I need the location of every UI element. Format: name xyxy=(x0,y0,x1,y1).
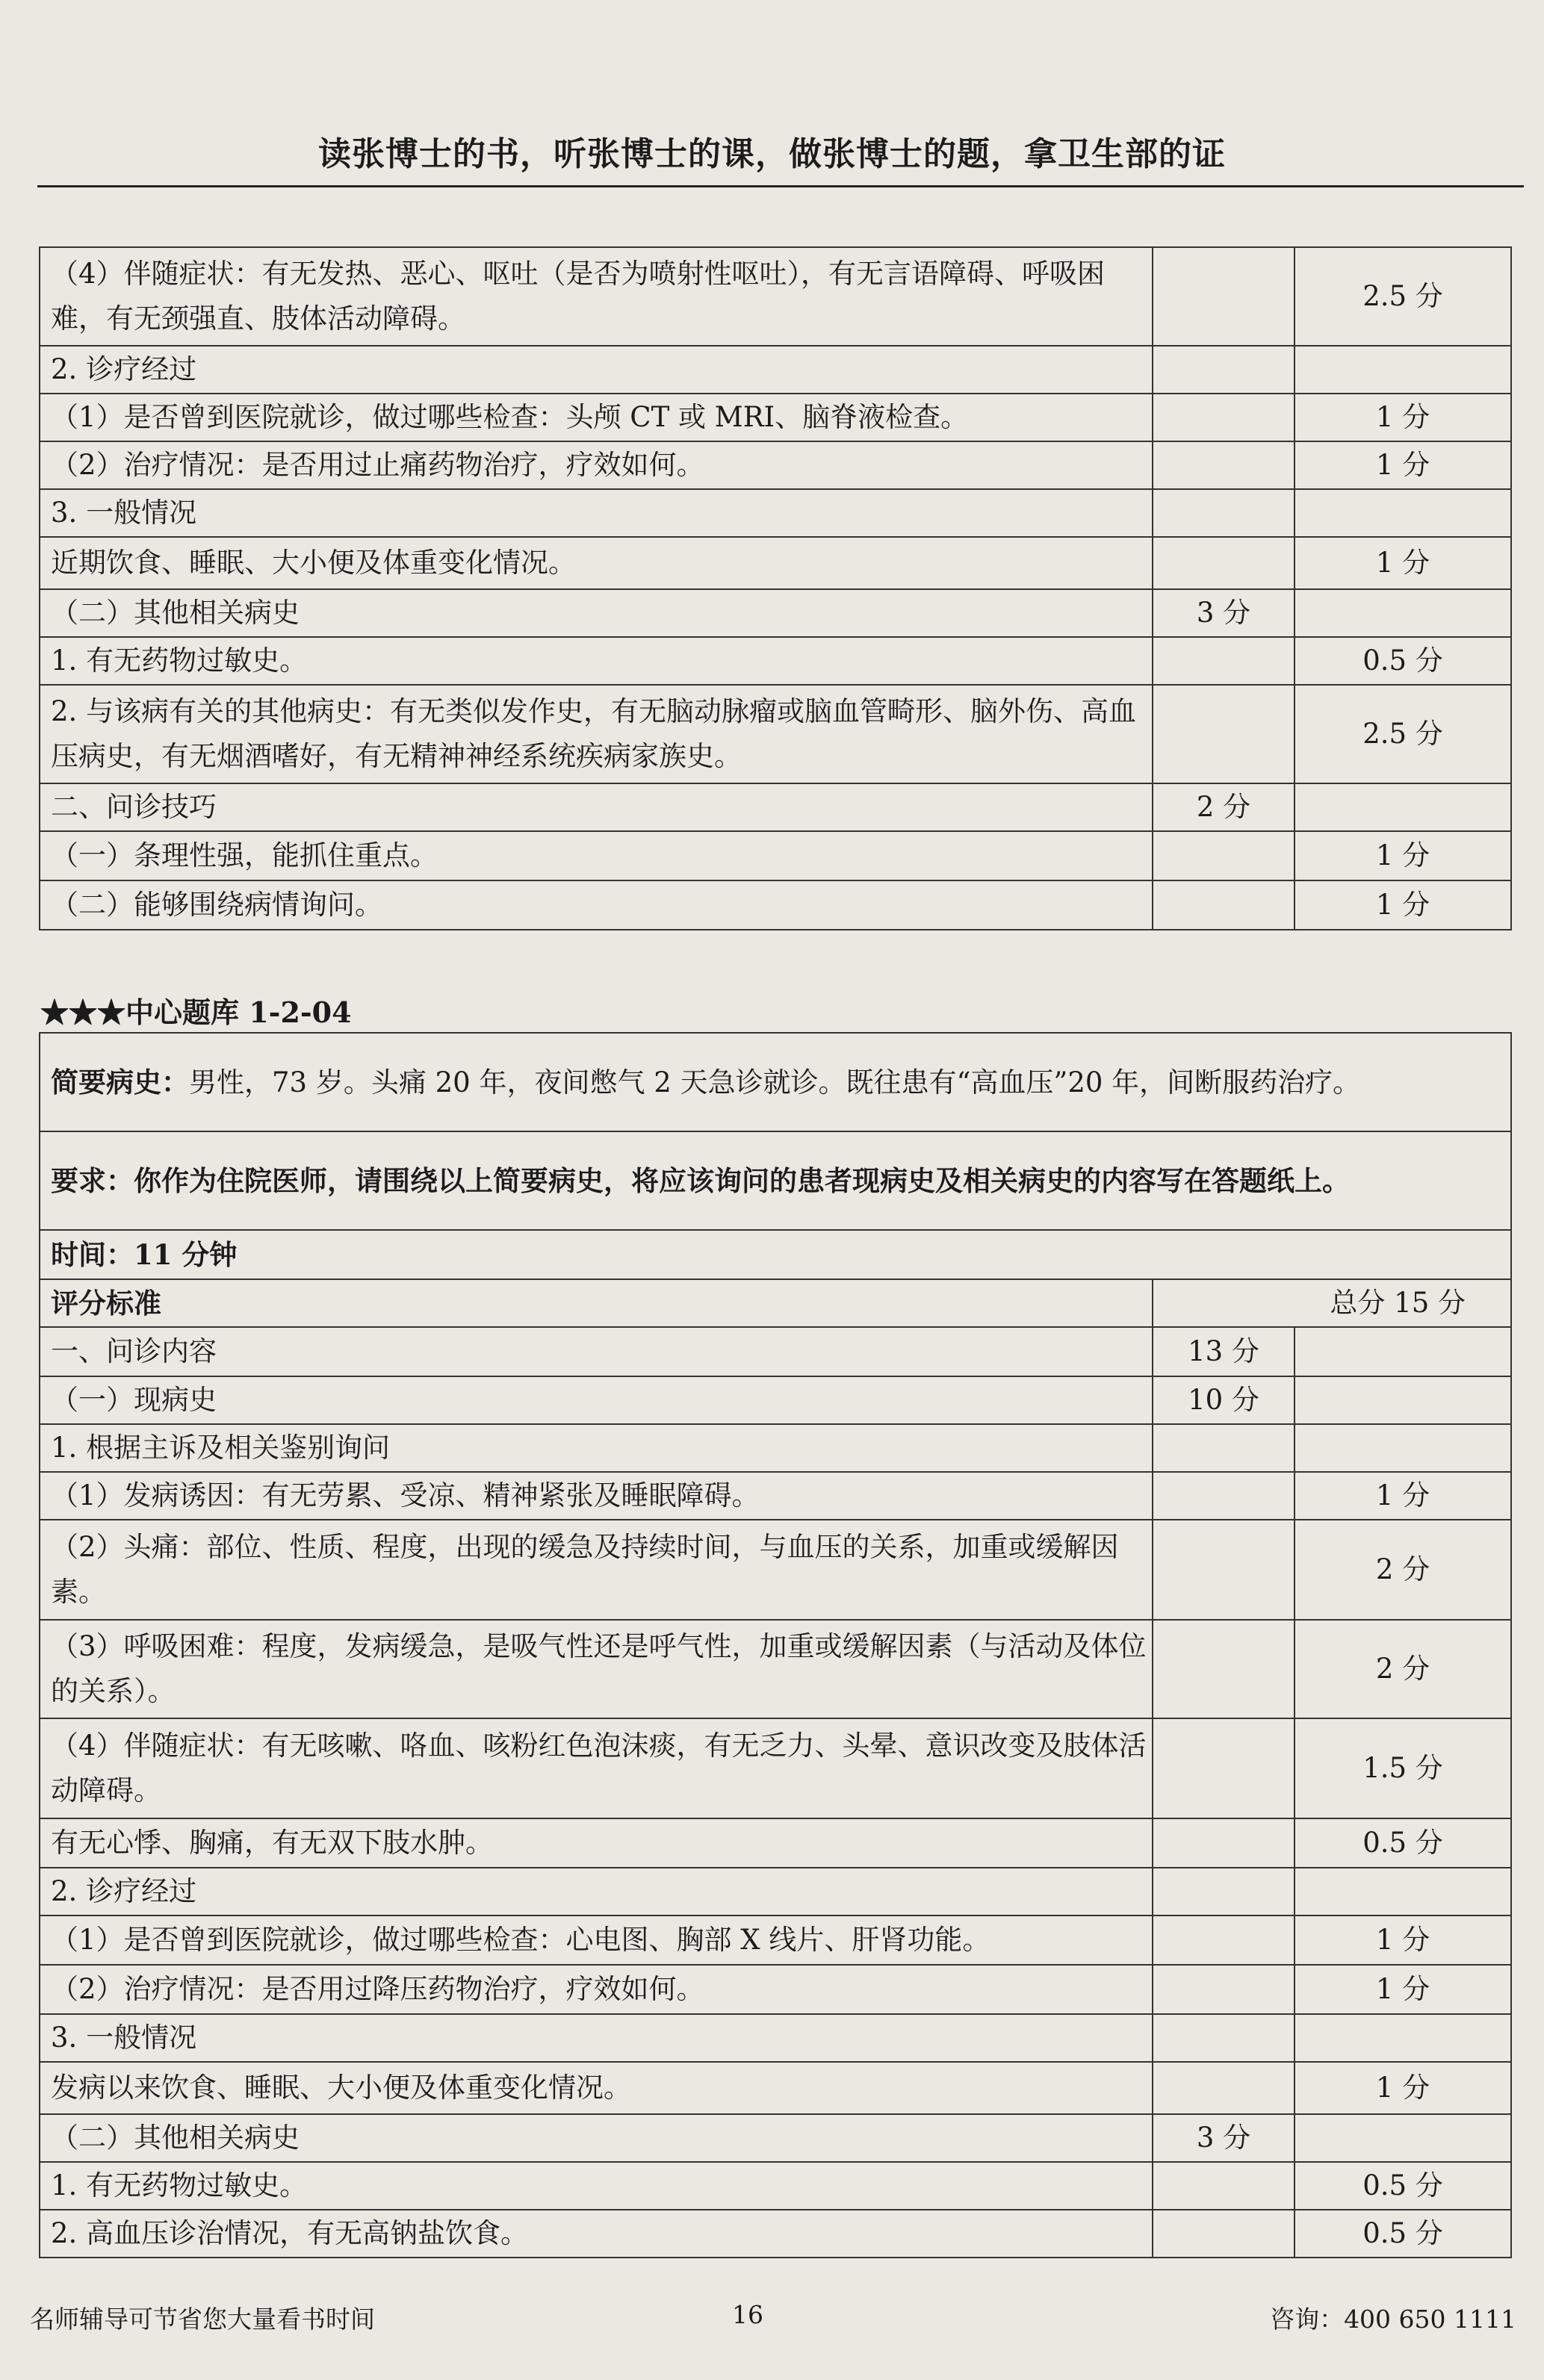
scoring-table-1-2-04 xyxy=(39,1032,1512,2258)
table-row xyxy=(40,1916,1511,1965)
table-row xyxy=(40,1472,1511,1520)
row-text: 2. 诊疗经过 xyxy=(40,346,1153,394)
row-text: （二）能够围绕病情询问。 xyxy=(40,880,1153,930)
row-subtotal: 3 分 xyxy=(1153,589,1295,637)
table-row xyxy=(40,537,1511,589)
row-score: 1 分 xyxy=(1295,2062,1511,2114)
table-row xyxy=(40,2162,1511,2210)
history-text: 男性，73 岁。头痛 20 年，夜间憋气 2 天急诊就诊。既往患有“高血压”20 年，间断服药治疗。 xyxy=(189,1066,1361,1099)
table-row xyxy=(40,1718,1511,1818)
row-text: 1. 有无药物过敏史。 xyxy=(40,2162,1153,2210)
table-row xyxy=(40,2114,1511,2162)
table-row xyxy=(40,685,1511,783)
table-row xyxy=(40,589,1511,637)
row-score: 2.5 分 xyxy=(1295,685,1511,783)
time-row xyxy=(40,1230,1511,1279)
star-rating: ★★★ xyxy=(40,995,126,1029)
row-text: 二、问诊技巧 xyxy=(40,783,1153,831)
row-text: （4）伴随症状：有无发热、恶心、呕吐（是否为喷射性呕吐），有无言语障碍、呼吸困难，有无颈强直、肢体活动障碍。 xyxy=(40,247,1153,346)
row-score: 1 分 xyxy=(1295,831,1511,880)
row-subtotal: 10 分 xyxy=(1153,1376,1295,1424)
row-score: 1 分 xyxy=(1295,1965,1511,2014)
requirement-row xyxy=(40,1131,1511,1230)
row-subtotal: 13 分 xyxy=(1153,1327,1295,1376)
history-label: 简要病史： xyxy=(51,1065,189,1099)
table-row xyxy=(40,880,1511,930)
row-score: 1 分 xyxy=(1295,394,1511,441)
table-row xyxy=(40,247,1511,346)
brief-history xyxy=(40,1033,1511,1131)
row-subtotal: 3 分 xyxy=(1153,2114,1295,2162)
row-subtotal xyxy=(1153,247,1295,346)
row-text: （1）是否曾到医院就诊，做过哪些检查：心电图、胸部 X 线片、肝肾功能。 xyxy=(40,1916,1153,1965)
time-limit: 时间：11 分钟 xyxy=(40,1230,1511,1279)
row-text: 2. 与该病有关的其他病史：有无类似发作史，有无脑动脉瘤或脑血管畸形、脑外伤、高血压病史，有无烟酒嗜好，有无精神神经系统疾病家族史。 xyxy=(40,685,1153,783)
row-text: （二）其他相关病史 xyxy=(40,2114,1153,2162)
scoring-table-continued xyxy=(39,246,1512,930)
table-row xyxy=(40,346,1511,394)
history-row xyxy=(40,1033,1511,1131)
row-score: 2 分 xyxy=(1295,1520,1511,1620)
row-text: 3. 一般情况 xyxy=(40,2014,1153,2062)
table-row xyxy=(40,394,1511,441)
table-row xyxy=(40,1424,1511,1472)
row-subtotal: 2 分 xyxy=(1153,783,1295,831)
footer-slogan: 名师辅导可节省您大量看书时间 xyxy=(30,2305,375,2334)
row-score: 1 分 xyxy=(1295,880,1511,930)
row-text: 发病以来饮食、睡眠、大小便及体重变化情况。 xyxy=(40,2062,1153,2114)
table-row xyxy=(40,783,1511,831)
page-header-title: 读张博士的书，听张博士的课，做张博士的题，拿卫生部的证 xyxy=(318,135,1226,173)
table-row xyxy=(40,1868,1511,1916)
question-bank-id: 中心题库 1-2-04 xyxy=(125,995,352,1029)
table-row xyxy=(40,1327,1511,1376)
table-row xyxy=(40,2014,1511,2062)
row-text: 2. 诊疗经过 xyxy=(40,1868,1153,1916)
row-text: （2）头痛：部位、性质、程度，出现的缓急及持续时间，与血压的关系，加重或缓解因素。 xyxy=(40,1520,1153,1620)
row-score: 0.5 分 xyxy=(1295,2210,1511,2258)
table-row xyxy=(40,1376,1511,1424)
table-row xyxy=(40,2062,1511,2114)
row-score: 1 分 xyxy=(1295,537,1511,589)
row-text: （一）现病史 xyxy=(40,1376,1153,1424)
row-text: （2）治疗情况：是否用过止痛药物治疗，疗效如何。 xyxy=(40,441,1153,489)
table-row xyxy=(40,1620,1511,1718)
row-text: 1. 有无药物过敏史。 xyxy=(40,637,1153,685)
row-score: 2 分 xyxy=(1295,1620,1511,1718)
table-row xyxy=(40,441,1511,489)
table-row xyxy=(40,1965,1511,2014)
row-score: 2.5 分 xyxy=(1295,247,1511,346)
row-text: 2. 高血压诊治情况，有无高钠盐饮食。 xyxy=(40,2210,1153,2258)
row-text: 近期饮食、睡眠、大小便及体重变化情况。 xyxy=(40,537,1153,589)
row-text: （4）伴随症状：有无咳嗽、咯血、咳粉红色泡沫痰，有无乏力、头晕、意识改变及肢体活动障碍。 xyxy=(40,1718,1153,1818)
row-text: （1）发病诱因：有无劳累、受凉、精神紧张及睡眠障碍。 xyxy=(40,1472,1153,1520)
row-text: 一、问诊内容 xyxy=(40,1327,1153,1376)
row-text: （1）是否曾到医院就诊，做过哪些检查：头颅 CT 或 MRI、脑脊液检查。 xyxy=(40,394,1153,441)
total-score: 总分 15 分 xyxy=(1153,1279,1511,1327)
criteria-row xyxy=(40,1279,1511,1327)
requirement-text: 要求：你作为住院医师，请围绕以上简要病史，将应该询问的患者现病史及相关病史的内容写在答题纸上。 xyxy=(40,1131,1511,1230)
page-number: 16 xyxy=(732,2300,763,2329)
row-text: （2）治疗情况：是否用过降压药物治疗，疗效如何。 xyxy=(40,1965,1153,2014)
row-score: 0.5 分 xyxy=(1295,637,1511,685)
row-text: 3. 一般情况 xyxy=(40,489,1153,537)
row-score: 1 分 xyxy=(1295,1916,1511,1965)
table-row xyxy=(40,489,1511,537)
table-row xyxy=(40,1520,1511,1620)
row-score: 1.5 分 xyxy=(1295,1718,1511,1818)
footer-contact: 咨询：400 650 1111 xyxy=(1270,2305,1516,2334)
table-row xyxy=(40,2210,1511,2258)
table-row xyxy=(40,1818,1511,1868)
table-row xyxy=(40,637,1511,685)
question-bank-heading xyxy=(40,989,352,1031)
row-text: （二）其他相关病史 xyxy=(40,589,1153,637)
row-score: 0.5 分 xyxy=(1295,1818,1511,1868)
row-score: 1 分 xyxy=(1295,441,1511,489)
row-text: 有无心悸、胸痛，有无双下肢水肿。 xyxy=(40,1818,1153,1868)
row-score: 1 分 xyxy=(1295,1472,1511,1520)
row-text: 1. 根据主诉及相关鉴别询问 xyxy=(40,1424,1153,1472)
row-text: （一）条理性强，能抓住重点。 xyxy=(40,831,1153,880)
criteria-label: 评分标准 xyxy=(40,1279,1153,1327)
table-row xyxy=(40,831,1511,880)
header-rule xyxy=(37,185,1524,187)
row-score: 0.5 分 xyxy=(1295,2162,1511,2210)
row-text: （3）呼吸困难：程度，发病缓急，是吸气性还是呼气性，加重或缓解因素（与活动及体位的关系）。 xyxy=(40,1620,1153,1718)
